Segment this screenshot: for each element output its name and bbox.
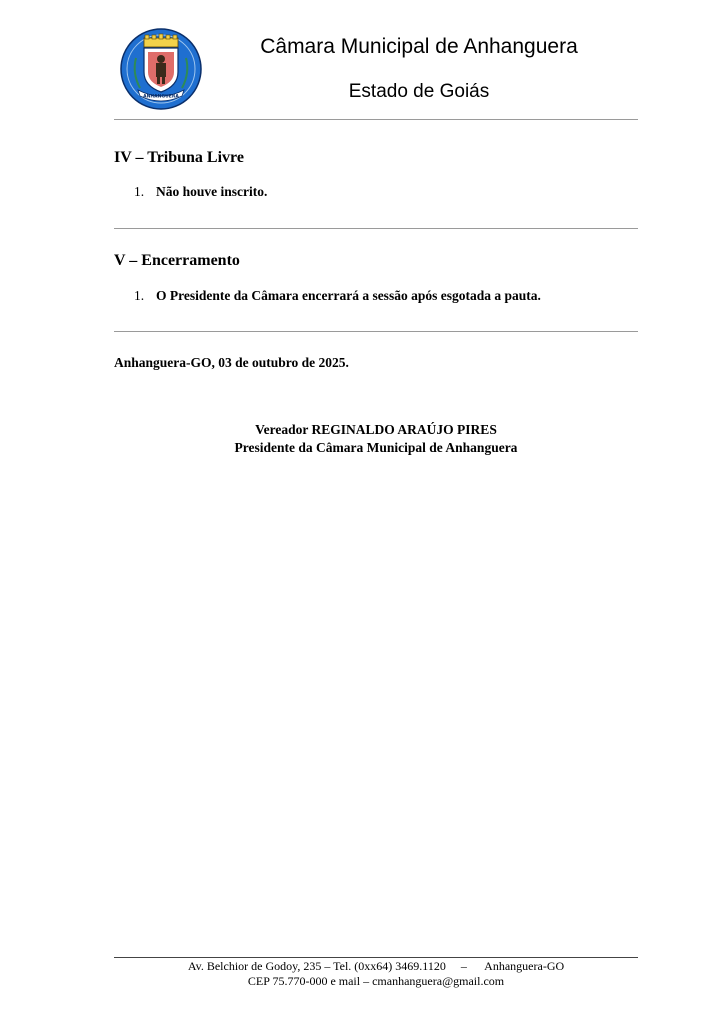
section-heading-encerramento: V – Encerramento [114,252,240,269]
header-title: Câmara Municipal de Anhanguera [260,35,578,58]
svg-text:ANHANGUERA: ANHANGUERA [143,94,179,100]
signature-role: Presidente da Câmara Municipal de Anhanguera [234,440,518,455]
section-heading-tribuna-livre: IV – Tribuna Livre [114,149,244,166]
list-item [134,183,267,201]
section-divider [114,331,638,332]
header-subtitle: Estado de Goiás [348,81,490,102]
list-item [134,287,541,305]
municipal-seal-logo [120,28,202,110]
list-item-text: O Presidente da Câmara encerrará a sessão após esgotada a pauta. [156,288,541,303]
list-item-text: Não houve inscrito. [156,184,268,199]
footer-contact: CEP 75.770-000 e mail – cmanhanguera@gmail.com [247,974,505,988]
list-item-number: 1. [134,184,145,199]
section-divider [114,228,638,229]
footer-divider [114,957,638,958]
list-item-number: 1. [134,288,145,303]
footer-address: Av. Belchior de Godoy, 235 – Tel. (0xx64) 3469.1120 – Anhanguera-GO [187,959,565,973]
place-date: Anhanguera-GO, 03 de outubro de 2025. [114,355,349,370]
header-divider [114,119,638,120]
signature-name: Vereador REGINALDO ARAÚJO PIRES [255,422,497,437]
